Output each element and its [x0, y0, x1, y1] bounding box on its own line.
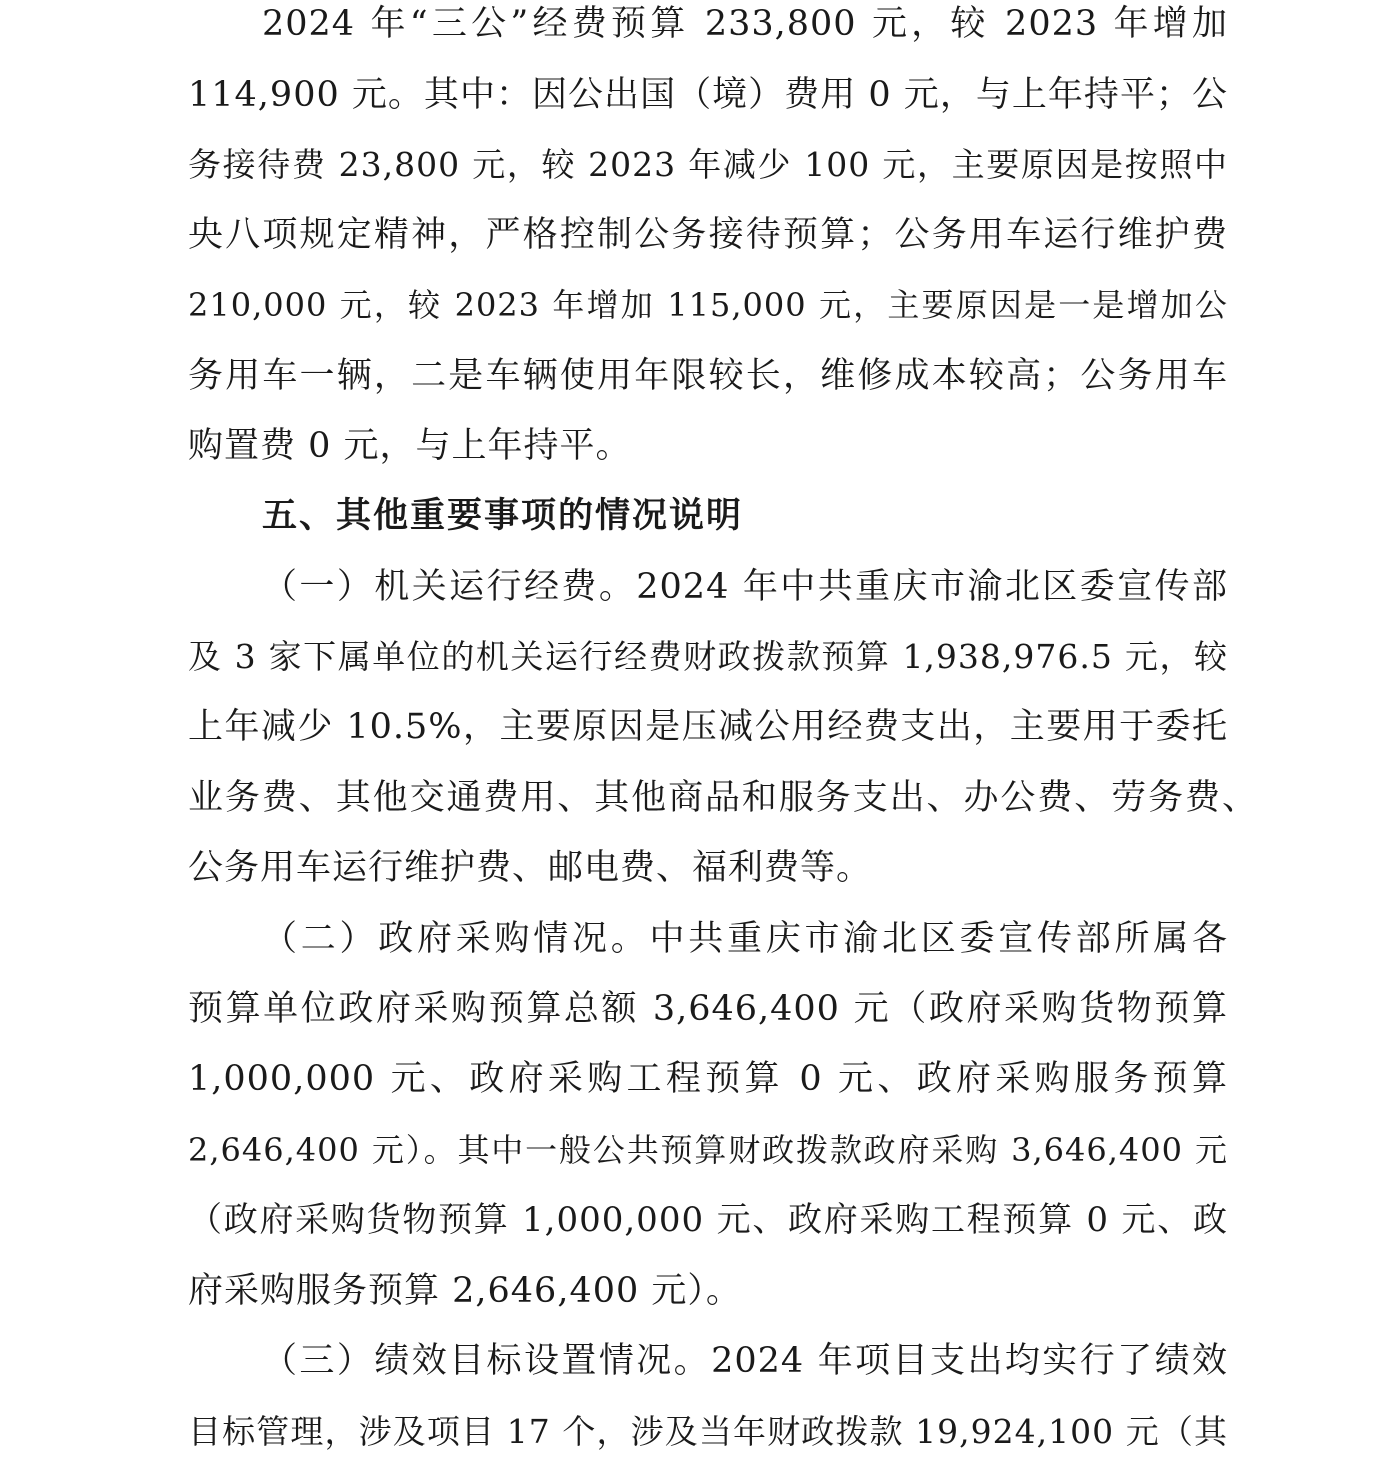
paragraph-line: 府采购服务预算 2,646,400 元）。 [188, 1271, 742, 1311]
paragraph-line: 务用车一辆，二是车辆使用年限较长，维修成本较高；公务用车 [188, 356, 1228, 396]
paragraph-line: 目标管理，涉及项目 17 个，涉及当年财政拨款 19,924,100 元（其 [188, 1412, 1228, 1451]
paragraph-line: （二）政府采购情况。中共重庆市渝北区委宣传部所属各 [262, 919, 1228, 959]
paragraph-line: 2,646,400 元）。其中一般公共预算财政拨款政府采购 3,646,400 元 [188, 1131, 1228, 1169]
paragraph-line: （一）机关运行经费。2024 年中共重庆市渝北区委宣传部 [262, 567, 1228, 607]
paragraph-line: 预算单位政府采购预算总额 3,646,400 元（政府采购货物预算 [188, 989, 1228, 1029]
paragraph-line: 1,000,000 元、政府采购工程预算 0 元、政府采购服务预算 [188, 1059, 1228, 1099]
paragraph-line: 114,900 元。其中：因公出国（境）费用 0 元，与上年持平；公 [188, 75, 1228, 115]
paragraph-line: 央八项规定精神，严格控制公务接待预算；公务用车运行维护费 [188, 215, 1228, 255]
paragraph-line: 业务费、其他交通费用、其他商品和服务支出、办公费、劳务费、 [188, 778, 1258, 818]
paragraph-line: 购置费 0 元，与上年持平。 [188, 426, 632, 466]
paragraph-line: 公务用车运行维护费、邮电费、福利费等。 [188, 848, 873, 888]
paragraph-line: （政府采购货物预算 1,000,000 元、政府采购工程预算 0 元、政 [188, 1200, 1228, 1240]
paragraph-line: 务接待费 23,800 元，较 2023 年减少 100 元，主要原因是按照中 [188, 145, 1228, 184]
paragraph-line: 210,000 元，较 2023 年增加 115,000 元，主要原因是一是增加公 [188, 286, 1228, 324]
paragraph-line: 上年减少 10.5%，主要原因是压减公用经费支出，主要用于委托 [188, 707, 1228, 747]
paragraph-line: 2024 年“三公”经费预算 233,800 元，较 2023 年增加 [262, 4, 1228, 44]
paragraph-line: （三）绩效目标设置情况。2024 年项目支出均实行了绩效 [262, 1341, 1228, 1381]
paragraph-line: 及 3 家下属单位的机关运行经费财政拨款预算 1,938,976.5 元，较 [188, 637, 1228, 676]
section-heading: 五、其他重要事项的情况说明 [262, 496, 744, 536]
